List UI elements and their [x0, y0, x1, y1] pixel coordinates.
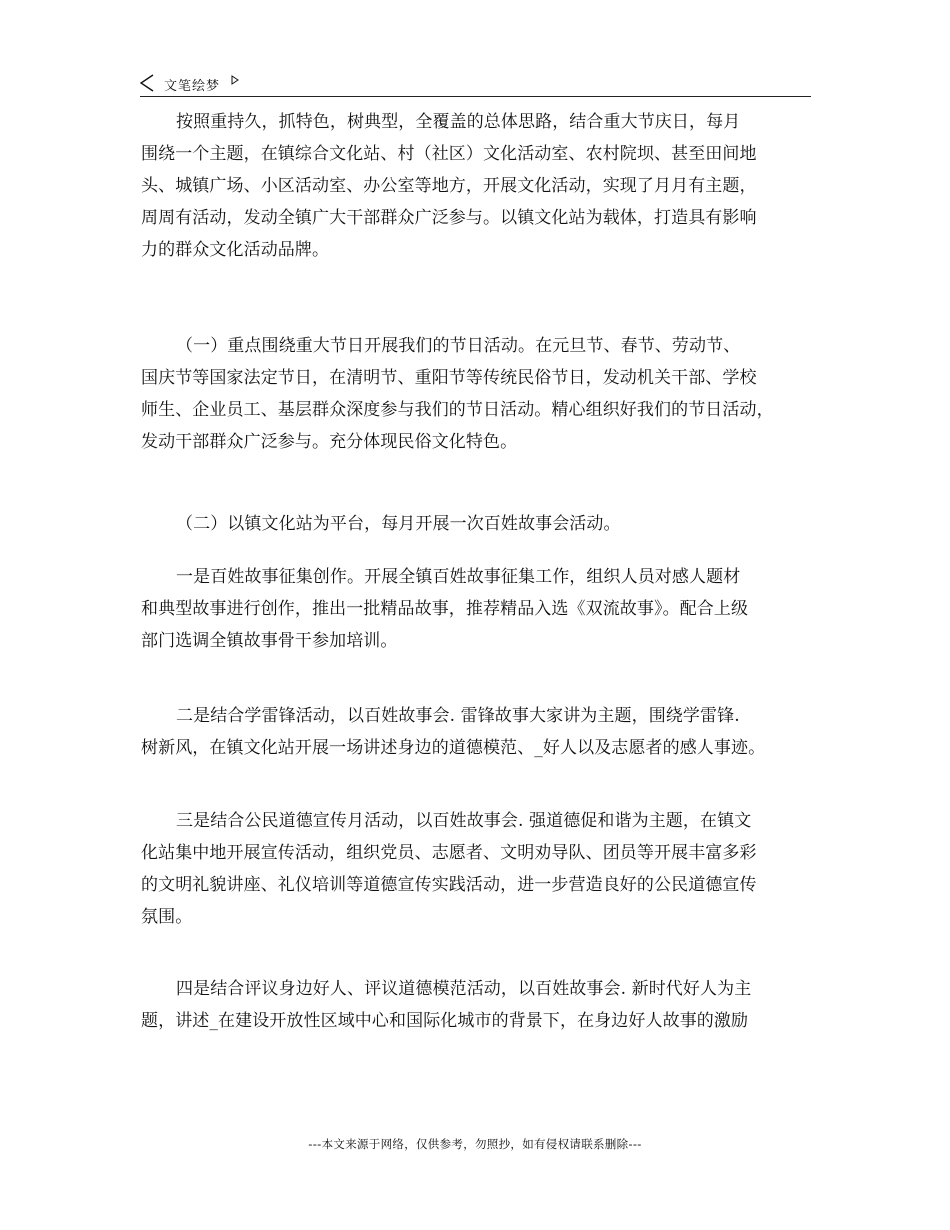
paragraph-line: 力的群众文化活动品牌。 [141, 240, 330, 260]
footer-notice: ---本文来源于网络，仅供参考，勿照抄，如有侵权请联系删除--- [308, 1137, 642, 1151]
paragraph-line: 和典型故事进行创作，推出一批精品故事，推荐精品入选《双流故事》。配合上级 [141, 599, 749, 619]
paragraph-line: 头、城镇广场、小区活动室、办公室等地方，开展文化活动，实现了月月有主题， [141, 176, 757, 196]
paragraph-line: 三是结合公民道德宣传月活动，以百姓故事会. 强道德促和谐为主题，在镇文 [176, 811, 752, 831]
paragraph-moral-month [141, 805, 821, 933]
paragraph-line: 国庆节等国家法定节日，在清明节、重阳节等传统民俗节日，发动机关干部、学校 [141, 368, 757, 388]
paragraph-line: 发动干部群众广泛参与。充分体现民俗文化特色。 [141, 432, 518, 452]
paragraph-story-collection [141, 561, 821, 657]
paragraph-story-platform [141, 508, 821, 540]
paragraph-line: 二是结合学雷锋活动，以百姓故事会. 雷锋故事大家讲为主题，围绕学雷锋. [176, 706, 740, 726]
paragraph-line: 四是结合评议身边好人、评议道德模范活动，以百姓故事会. 新时代好人为主 [176, 979, 752, 999]
paragraph-line: 的文明礼貌讲座、礼仪培训等道德宣传实践活动，进一步营造良好的公民道德宣传 [141, 875, 757, 895]
paragraph-lei-feng [141, 700, 821, 764]
paragraph-line: （一）重点围绕重大节日开展我们的节日活动。在元旦节、春节、劳动节、 [176, 336, 741, 356]
paragraph-line: 氛围。 [141, 907, 193, 927]
paragraph-line: 按照重持久，抓特色，树典型，全覆盖的总体思路，结合重大节庆日，每月 [176, 112, 741, 132]
paragraph-festivals [141, 330, 821, 458]
paragraph-line: 部门选调全镇故事骨干参加培训。 [141, 631, 398, 651]
header-brand: 文笔绘梦 [164, 79, 221, 94]
paragraph-line: 题，讲述_在建设开放性区域中心和国际化城市的背景下，在身边好人故事的激励 [141, 1011, 749, 1031]
paragraph-line: （二）以镇文化站为平台，每月开展一次百姓故事会活动。 [176, 514, 621, 534]
paragraph-line: 周周有活动，发动全镇广大干部群众广泛参与。以镇文化站为载体，打造具有影响 [141, 208, 757, 228]
paragraph-line: 师生、企业员工、基层群众深度参与我们的节日活动。精心组织好我们的节日活动， [141, 400, 774, 420]
paragraph-line: 树新风，在镇文化站开展一场讲述身边的道德模范、_好人以及志愿者的感人事迹。 [141, 738, 766, 758]
paragraph-good-people [141, 973, 821, 1037]
triangle-right-icon [231, 75, 239, 85]
paragraph-overview [141, 106, 821, 266]
paragraph-line: 化站集中地开展宣传活动，组织党员、志愿者、文明劝导队、团员等开展丰富多彩 [141, 843, 757, 863]
page-header [140, 72, 811, 97]
triangle-left-icon [140, 74, 154, 92]
paragraph-line: 围绕一个主题，在镇综合文化站、村（社区）文化活动室、农村院坝、甚至田间地 [141, 144, 757, 164]
paragraph-line: 一是百姓故事征集创作。开展全镇百姓故事征集工作，组织人员对感人题材 [176, 567, 741, 587]
